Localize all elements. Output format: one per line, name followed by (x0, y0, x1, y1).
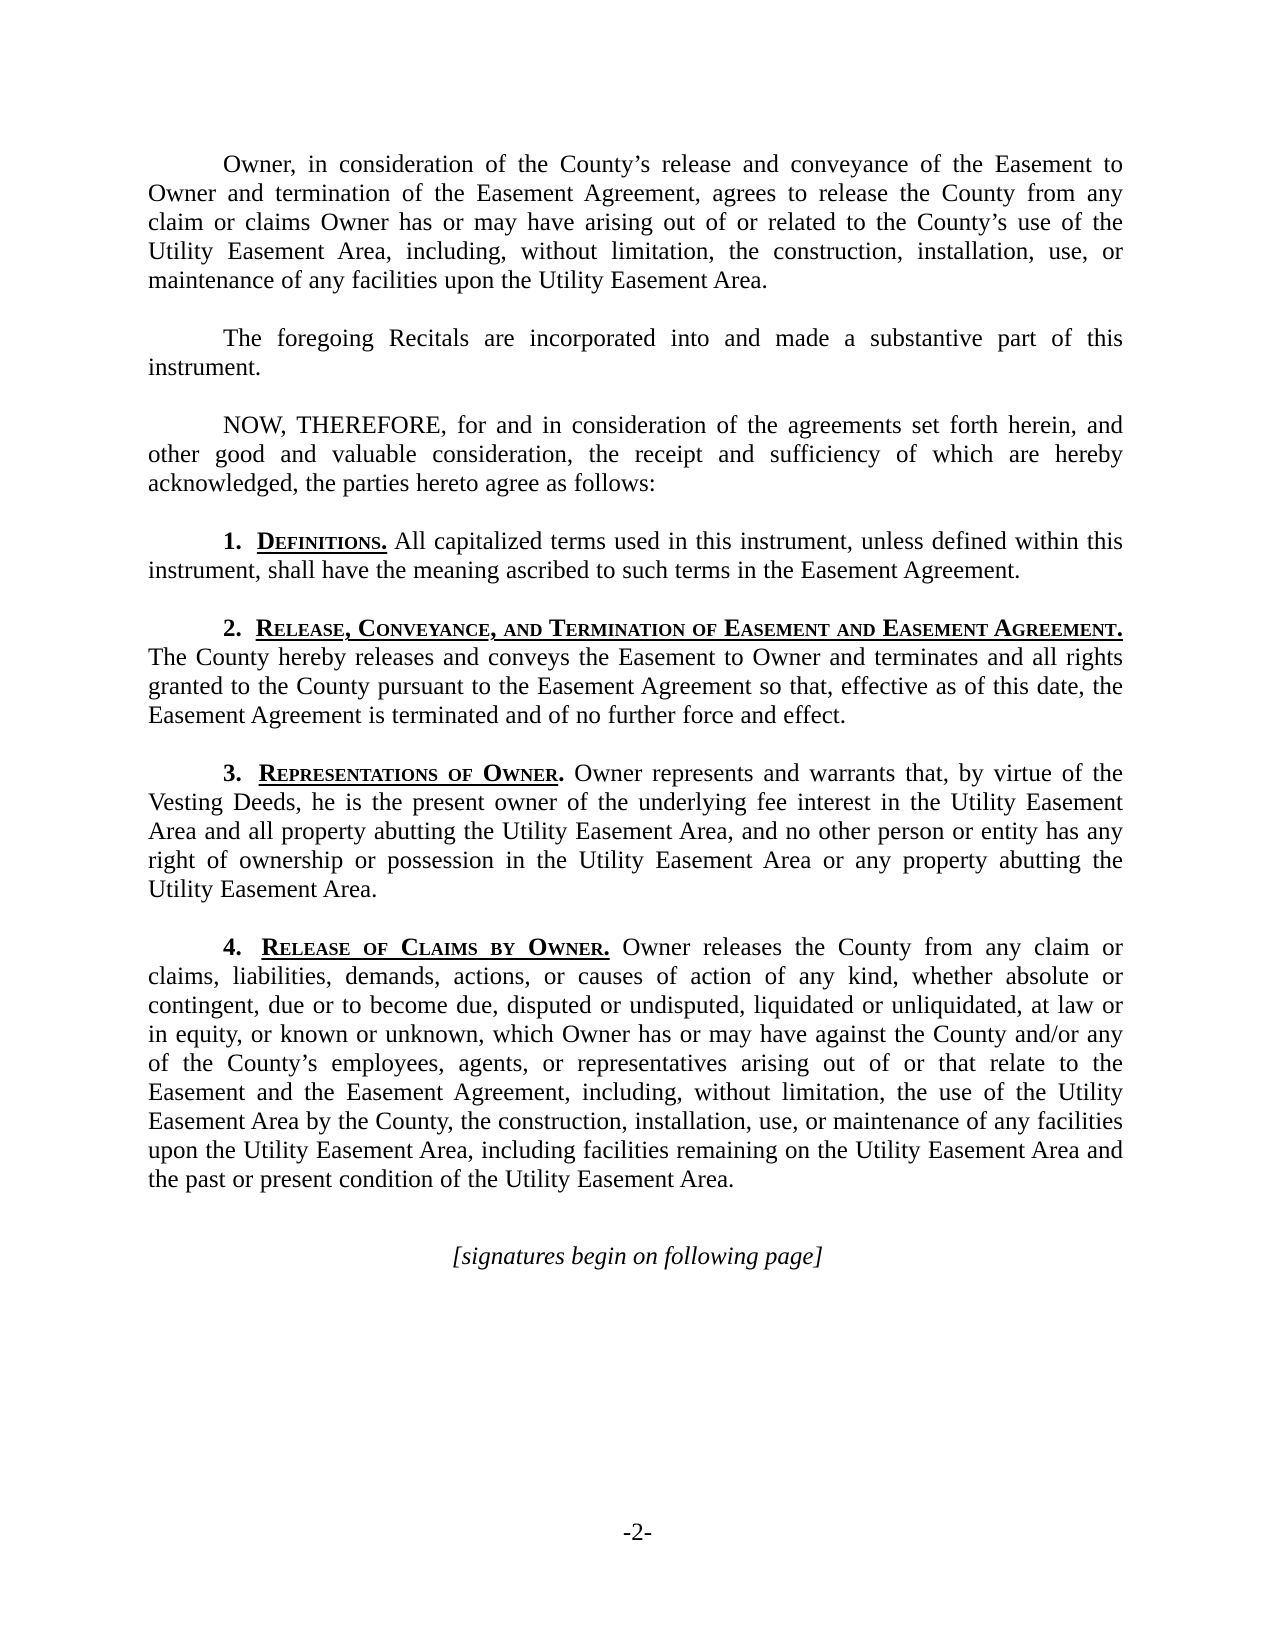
document-content (148, 150, 1123, 1223)
page-number: -2- (622, 1519, 653, 1546)
section-release-of-claims (148, 933, 1123, 1194)
section-title: Release, Conveyance, and Termination of Easement and Easement Agreement. (255, 615, 1124, 642)
section-title: Representations of Owner (258, 760, 559, 787)
signature-placeholder-note: [signatures begin on following page] (451, 1243, 824, 1270)
section-title-punctuation: . (558, 760, 565, 787)
section-representations-of-owner (148, 759, 1123, 904)
section-release-conveyance-termination (148, 614, 1123, 730)
section-number: 2. (223, 615, 242, 642)
paragraph-owner-release-consideration: Owner, in consideration of the County’s release and conveyance of the Easement to Owner and termination of the Easement Agreement, agrees to release the County from any claim or claims Owner has or may have arising out of or related to the County’s use of the Utility Easement Area, including, without limitation, the construction, installation, use, or maintenance of any facilities upon the Utility Easement Area. (148, 151, 1123, 294)
paragraph-now-therefore: NOW, THEREFORE, for and in consideration of the agreements set forth herein, and other good and valuable consideration, the receipt and sufficiency of which are hereby acknowledged, the parties hereto agree as follows: (148, 412, 1123, 497)
section-number: 4. (223, 934, 242, 961)
section-number: 3. (223, 760, 242, 787)
section-body: Owner releases the County from any claim or claims, liabilities, demands, actions, or causes of action of any kind, whether absolute or contingent, due or to become due, disputed or undisputed, liquidated or unliquidated, at law or in equity, or known or unknown, which Owner has or may have against the County and/or any of the County’s employees, agents, or representatives arising out of or that relate to the Easement and the Easement Agreement, including, without limitation, the use of the Utility Easement Area by the County, the construction, installation, use, or maintenance of any facilities upon the Utility Easement Area, including facilities remaining on the Utility Easement Area and the past or present condition of the Utility Easement Area. (148, 934, 1124, 1193)
section-body: All capitalized terms used in this instrument, unless defined within this instrument, shall have the meaning ascribed to such terms in the Easement Agreement. (148, 528, 1123, 584)
section-title: Definitions. (256, 528, 388, 555)
section-title: Release of Claims by Owner. (261, 934, 610, 961)
paragraph-recitals-incorporated: The foregoing Recitals are incorporated into and made a substantive part of this instrument. (148, 325, 1123, 381)
section-number: 1. (223, 528, 242, 555)
section-body: Owner represents and warrants that, by virtue of the Vesting Deeds, he is the present owner of the underlying fee interest in the Utility Easement Area and all property abutting the Utility Easement Area, and no other person or entity has any right of ownership or possession in the Utility Easement Area or any property abutting the Utility Easement Area. (148, 760, 1124, 903)
section-body: The County hereby releases and conveys the Easement to Owner and terminates and all rights granted to the County pursuant to the Easement Agreement so that, effective as of this date, the Easement Agreement is terminated and of no further force and effect. (148, 644, 1123, 729)
section-definitions (148, 527, 1123, 585)
